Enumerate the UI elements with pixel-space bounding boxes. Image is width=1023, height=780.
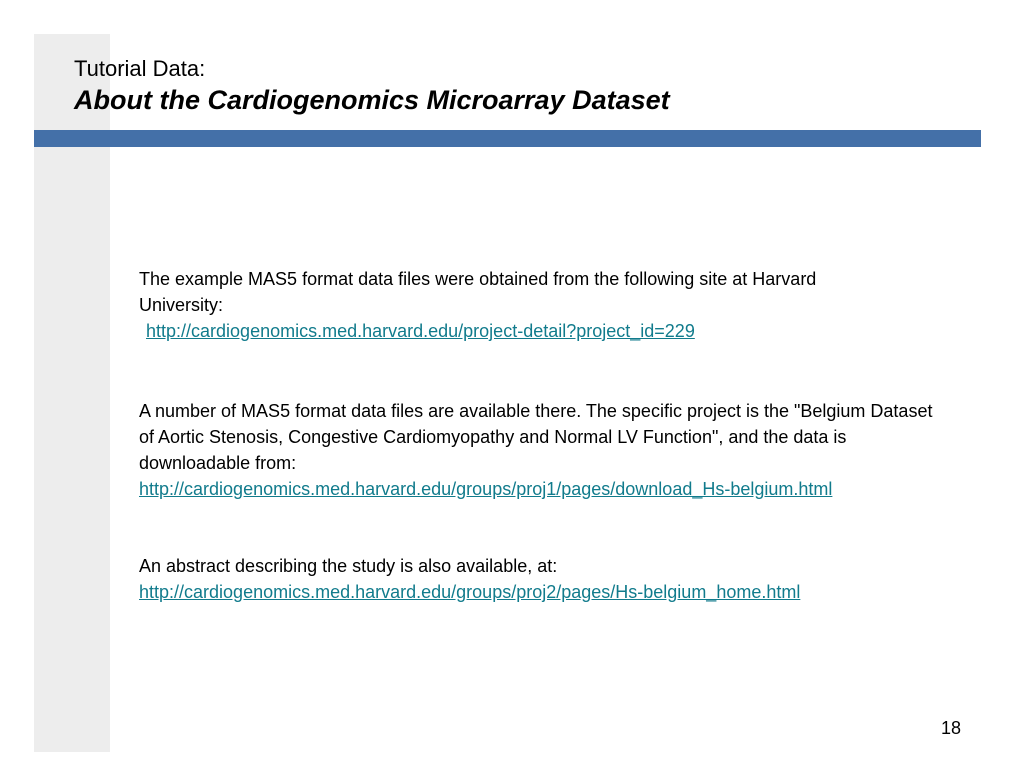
paragraph-source bbox=[139, 266, 899, 344]
slide-title: About the Cardiogenomics Microarray Dataset bbox=[74, 85, 670, 115]
paragraph-dataset-text: A number of MAS5 format data files are available there. The specific project is the "Belgium Dataset of Aortic Stenosis, Congestive Cardiomyopathy and Normal LV Function", and the data is downloadable from: bbox=[139, 401, 933, 473]
paragraph-dataset bbox=[139, 398, 939, 502]
title-block bbox=[74, 56, 670, 118]
slide-subtitle: Tutorial Data: bbox=[74, 56, 206, 81]
paragraph-source-text: The example MAS5 format data files were obtained from the following site at Harvard University: bbox=[139, 269, 817, 315]
title-rule bbox=[34, 130, 981, 147]
link-indent bbox=[139, 321, 695, 341]
project-detail-link[interactable]: http://cardiogenomics.med.harvard.edu/project-detail?project_id=229 bbox=[146, 321, 695, 341]
abstract-link[interactable]: http://cardiogenomics.med.harvard.edu/groups/proj2/pages/Hs-belgium_home.html bbox=[139, 582, 801, 602]
download-link[interactable]: http://cardiogenomics.med.harvard.edu/groups/proj1/pages/download_Hs-belgium.html bbox=[139, 479, 833, 499]
paragraph-abstract-text: An abstract describing the study is also available, at: bbox=[139, 556, 558, 576]
page-number: 18 bbox=[940, 718, 961, 738]
paragraph-abstract bbox=[139, 553, 939, 605]
